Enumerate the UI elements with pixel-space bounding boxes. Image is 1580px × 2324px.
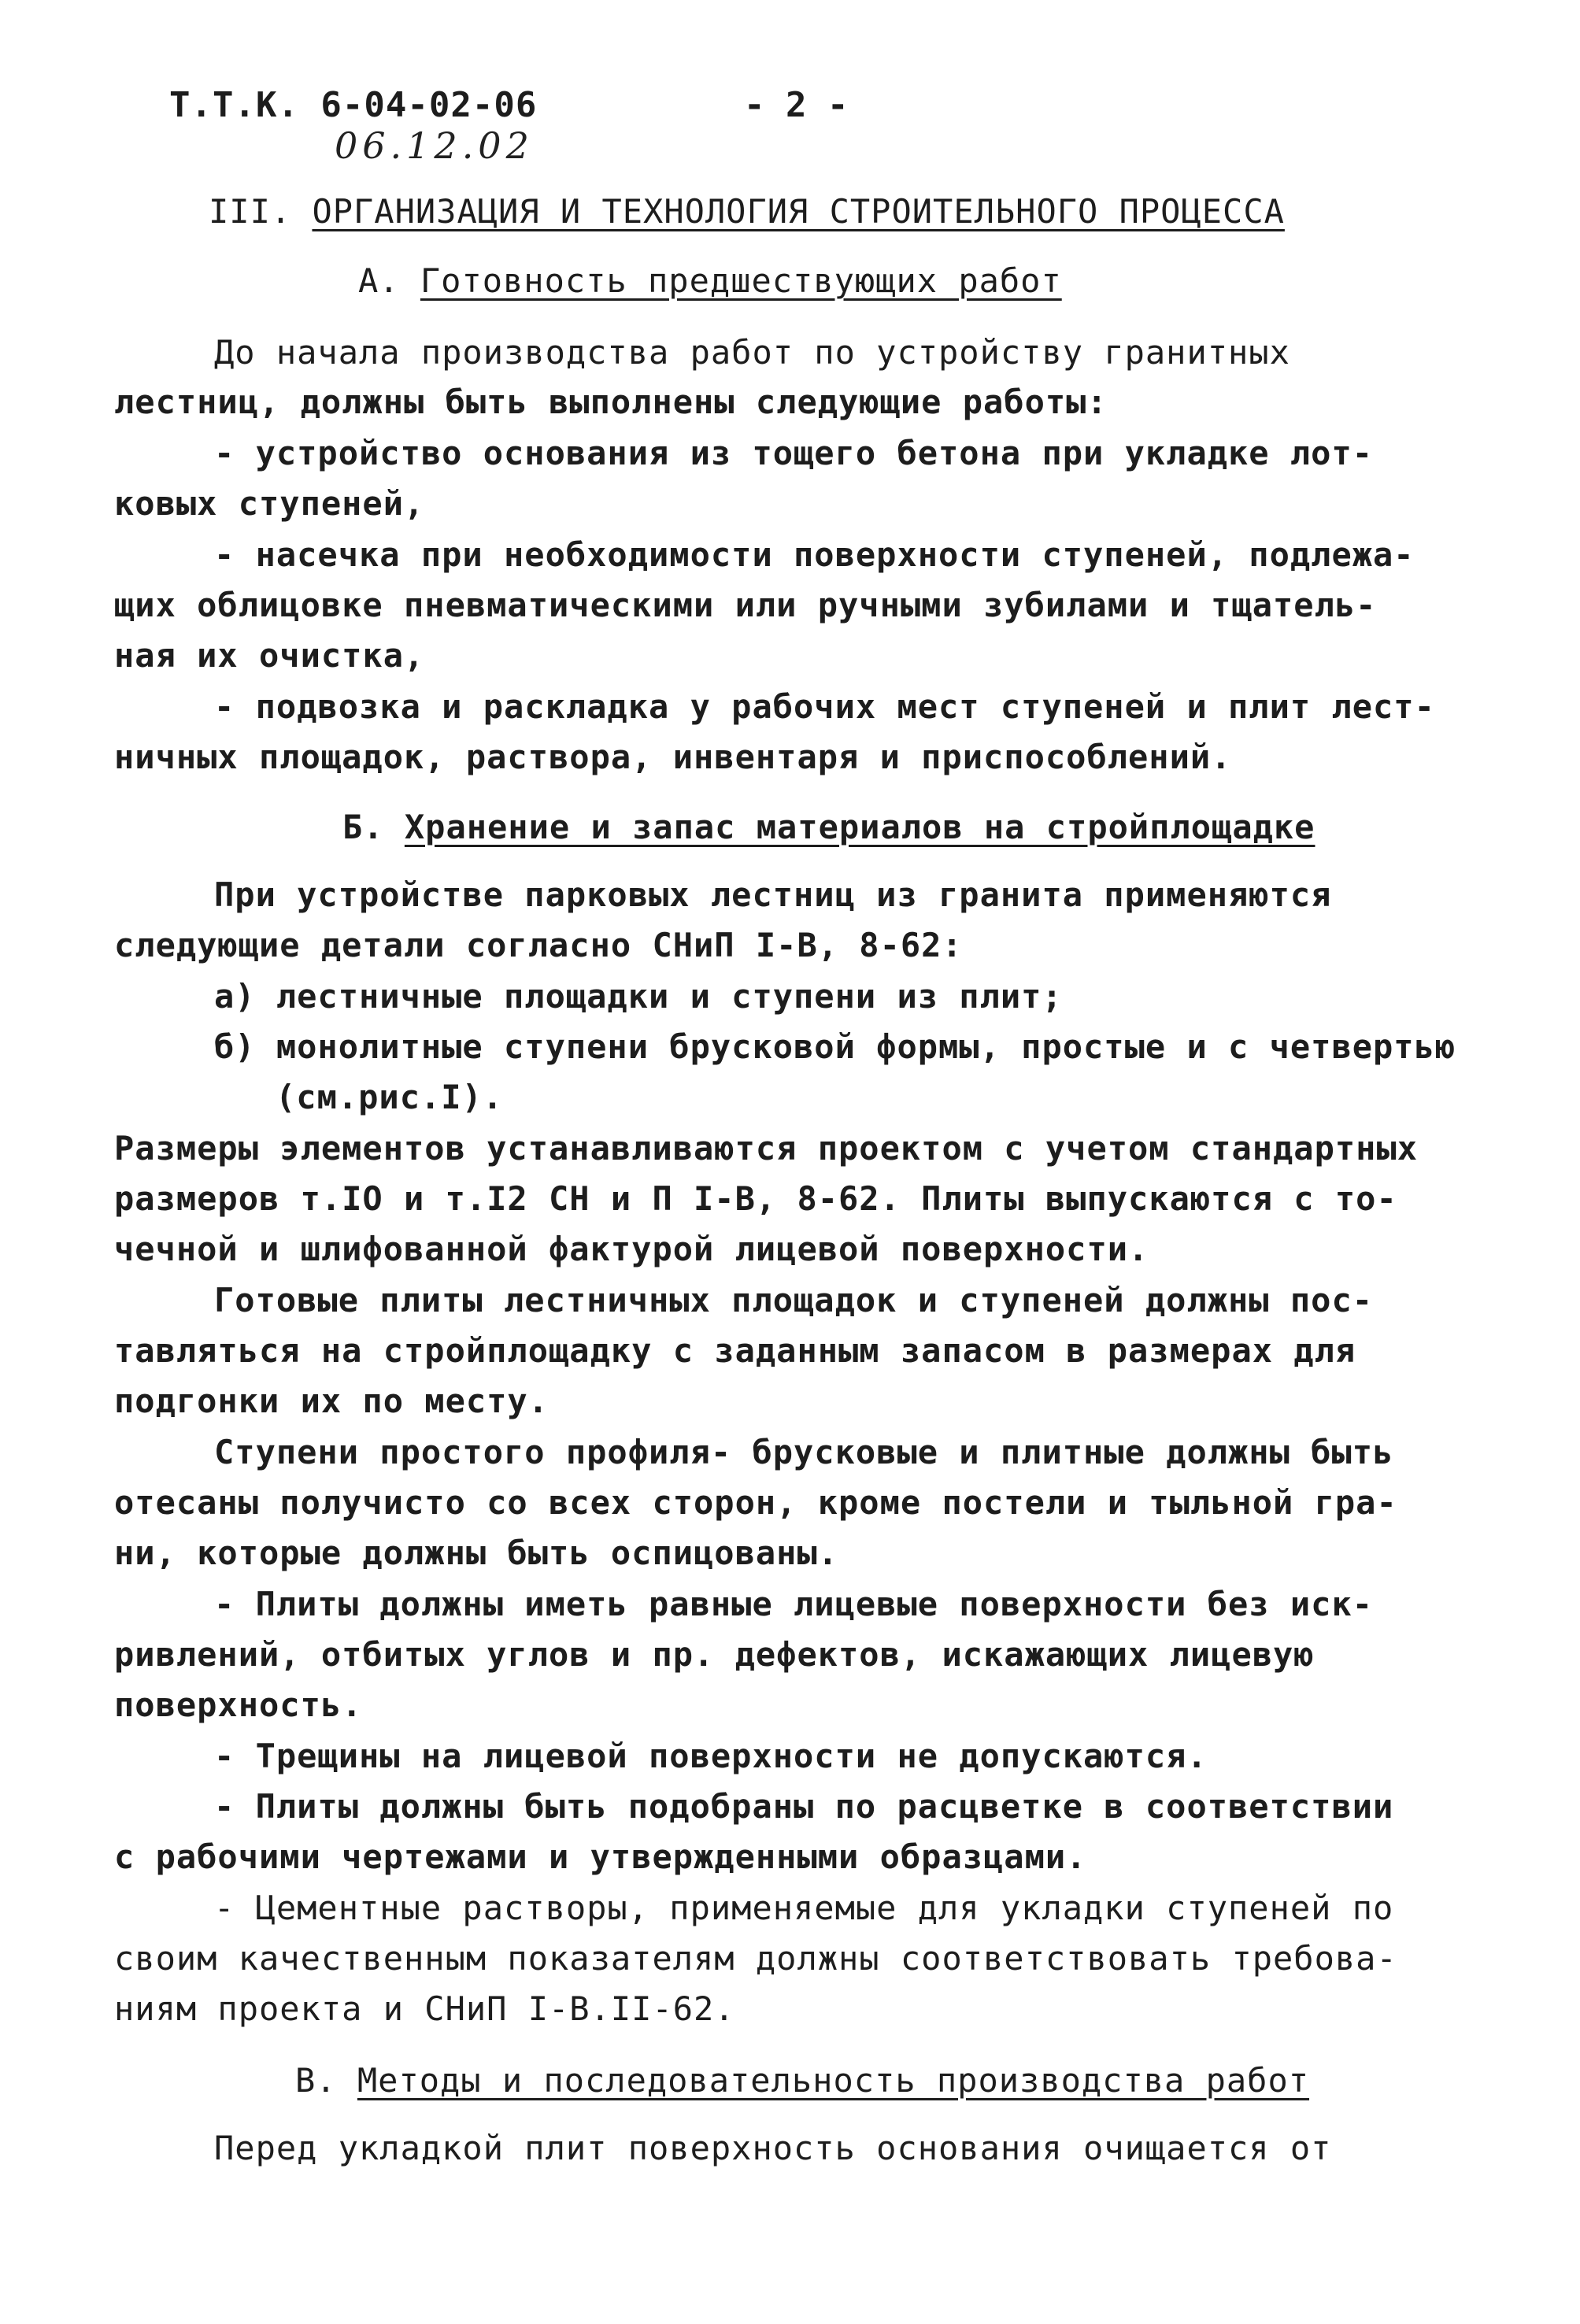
- list-item: - подвозка и раскладка у рабочих мест ступеней и плит лест-: [214, 687, 1435, 726]
- paragraph-line: поверхность.: [114, 1686, 363, 1724]
- section-title: ОРГАНИЗАЦИЯ И ТЕХНОЛОГИЯ СТРОИТЕЛЬНОГО ПРОЦЕССА: [312, 192, 1285, 231]
- paragraph-line: ковых ступеней,: [114, 484, 425, 523]
- list-item: - Плиты должны иметь равные лицевые поверхности без иск-: [214, 1585, 1374, 1623]
- document-code: Т.Т.К. 6-04-02-06: [169, 85, 538, 125]
- paragraph-line: чечной и шлифованной фактурой лицевой поверхности.: [114, 1230, 1149, 1268]
- paragraph-line: При устройстве парковых лестниц из гранита применяются: [214, 875, 1332, 914]
- paragraph-line: лестниц, должны быть выполнены следующие работы:: [114, 383, 1108, 421]
- subsection-v-letter: В.: [295, 2061, 337, 2100]
- paragraph-line: ниям проекта и СНиП I-В.II-62.: [114, 1989, 735, 2028]
- list-item: - Трещины на лицевой поверхности не допускаются.: [214, 1737, 1208, 1775]
- subsection-v-title: Методы и последовательность производства работ: [357, 2061, 1310, 2100]
- list-item: - Цементные растворы, применяемые для укладки ступеней по: [214, 1889, 1394, 1927]
- paragraph-line: ни, которые должны быть оспицованы.: [114, 1534, 839, 1572]
- list-item: - устройство основания из тощего бетона при укладке лот-: [214, 434, 1374, 472]
- handwritten-date: 06.12.02: [335, 124, 534, 167]
- paragraph-line: подгонки их по месту.: [114, 1382, 549, 1420]
- paragraph-line: щих облицовке пневматическими или ручными зубилами и тщатель-: [114, 586, 1377, 624]
- paragraph-line: тавляться на стройплощадку с заданным запасом в размерах для: [114, 1331, 1356, 1370]
- subsection-b-letter: Б.: [342, 808, 384, 846]
- subsection-v-heading: [295, 2056, 1309, 2105]
- paragraph-line: Размеры элементов устанавливаются проектом с учетом стандартных: [114, 1129, 1419, 1168]
- paragraph-line: (см.рис.I).: [276, 1078, 504, 1116]
- list-item: б) монолитные ступени брусковой формы, простые и с четвертью: [214, 1027, 1456, 1066]
- paragraph-line: Перед укладкой плит поверхность основания очищается от: [214, 2129, 1332, 2167]
- paragraph-line: своим качественным показателям должны соответствовать требова-: [114, 1939, 1397, 1978]
- paragraph-line: следующие детали согласно СНиП I-В, 8-62:: [114, 926, 963, 964]
- paragraph-line: с рабочими чертежами и утвержденными образцами.: [114, 1837, 1087, 1876]
- list-item: - насечка при необходимости поверхности ступеней, подлежа-: [214, 535, 1415, 574]
- paragraph-line: ничных площадок, раствора, инвентаря и приспособлений.: [114, 738, 1232, 776]
- paragraph-line: отесаны получисто со всех сторон, кроме постели и тыльной гра-: [114, 1483, 1397, 1522]
- section-number: III.: [209, 192, 292, 231]
- paragraph-line: ная их очистка,: [114, 636, 425, 675]
- paragraph-line: ривлений, отбитых углов и пр. дефектов, искажающих лицевую: [114, 1635, 1315, 1674]
- paragraph-line: Готовые плиты лестничных площадок и ступеней должны пос-: [214, 1281, 1374, 1319]
- section-heading: [209, 187, 1285, 236]
- subsection-b-heading: [342, 803, 1315, 852]
- list-item: а) лестничные площадки и ступени из плит;: [214, 977, 1063, 1016]
- list-item: - Плиты должны быть подобраны по расцветке в соответствии: [214, 1787, 1394, 1826]
- subsection-a-title: Готовность предшествующих работ: [420, 261, 1062, 300]
- page-number: - 2 -: [744, 85, 849, 125]
- paragraph-line: Ступени простого профиля- брусковые и плитные должны быть: [214, 1433, 1394, 1471]
- paragraph-line: До начала производства работ по устройству гранитных: [214, 333, 1290, 372]
- subsection-b-title: Хранение и запас материалов на стройплощадке: [404, 808, 1315, 846]
- subsection-a-heading: [358, 257, 1062, 305]
- paragraph-line: размеров т.IO и т.I2 СН и П I-В, 8-62. Плиты выпускаются с то-: [114, 1179, 1397, 1218]
- subsection-a-letter: А.: [358, 261, 400, 300]
